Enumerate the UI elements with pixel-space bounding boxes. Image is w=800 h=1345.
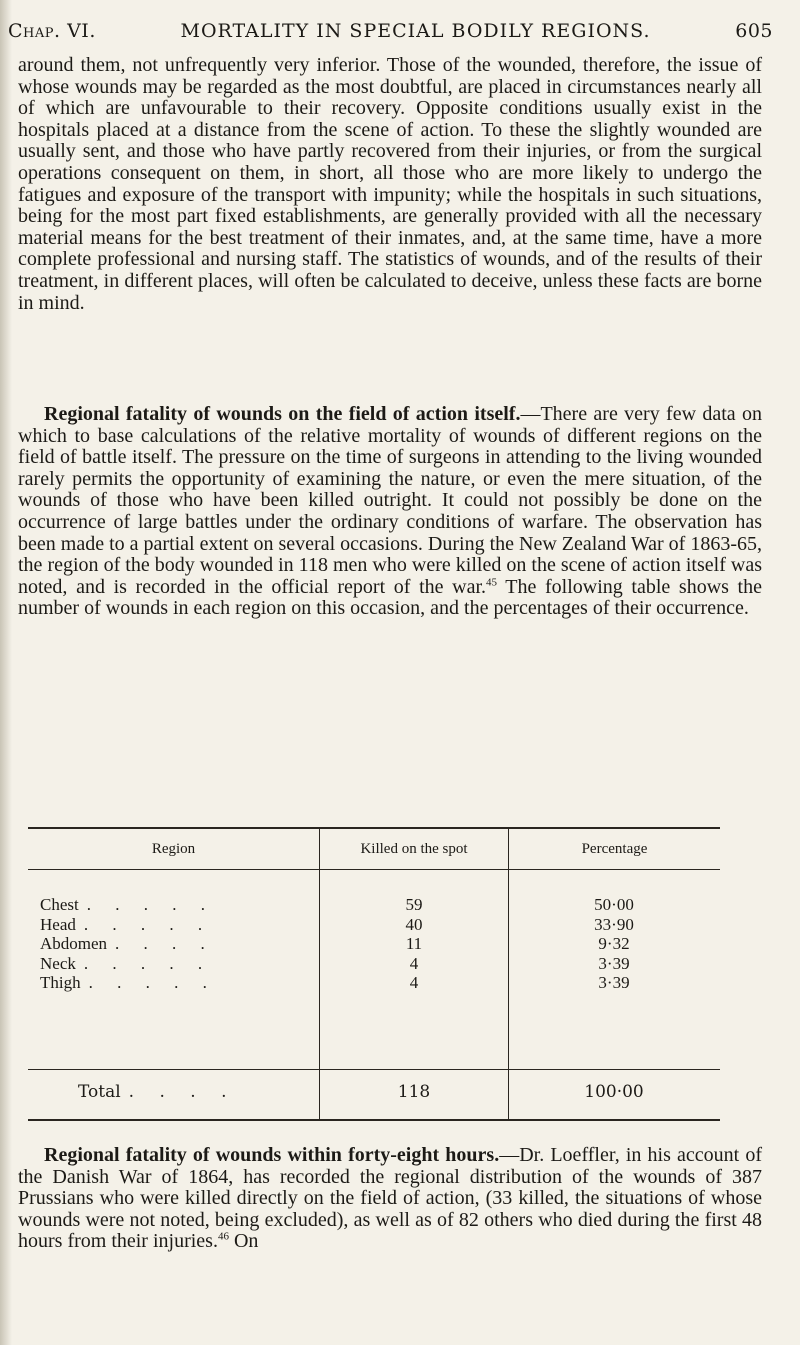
total-label-cell: Total . . . . [78, 1082, 237, 1102]
killed-cell: 4 [409, 953, 419, 973]
paragraph-48-hours-end: On [228, 1230, 259, 1253]
percentage-cell: 50·00 [594, 895, 634, 914]
region-cell: Neck [40, 953, 76, 973]
paragraph-field-fatality [18, 404, 762, 620]
table-header-percentage: Percentage [581, 841, 648, 857]
section-heading-48-hours: Regional fatality of wounds within forty-eight hours. [44, 1144, 500, 1166]
chapter-label: Chap. VI. [8, 20, 96, 42]
table-region-column [40, 895, 310, 993]
region-cell: Thigh [40, 973, 81, 992]
table-percentage-column [508, 895, 720, 993]
total-label: Total [78, 1082, 121, 1102]
paragraph-field-body-end: The following table shows the number of wounds in each region on this occasion, and the percentages of their occurrence. [18, 575, 762, 620]
table-row: Chest . . . . . [40, 895, 215, 914]
table-row: Thigh . . . . . [40, 973, 217, 992]
percentage-cell: 3·39 [598, 953, 630, 973]
table-row: Head . . . . . [40, 914, 213, 934]
section-heading-field: Regional fatality of wounds on the field of action itself. [44, 403, 521, 425]
paragraph-continuation: around them, not unfrequently very inferior. Those of the wounded, therefore, the issue of whose wounds may be regarded as the most doubtful, are placed in circumstances nearly all of which are unfavourable to their recovery. Opposite conditions usually exist in the hospitals placed at a distance from the scene of action. To these the slightly wounded are usually sent, and those who have partly recovered from their injuries, or from the surgical operations consequent on them, in short, all those who are more likely to undergo the fatigues and exposure of the transport with impunity; while the hospitals in such situations, being for the most part fixed establishments, are generally provided with all the necessary material means for the best treatment of their inmates, and, at the same time, have a more complete professional and nursing staff. The statistics of wounds, and of the results of their treatment, in different places, will often be calculated to deceive, unless these facts are borne in mind. [18, 54, 762, 314]
region-cell: Chest [40, 895, 79, 914]
table-header-killed: Killed on the spot [360, 841, 468, 857]
region-cell: Abdomen [40, 934, 108, 953]
table-header-rule [28, 869, 720, 870]
footnote-ref-46: 46 [217, 1230, 229, 1243]
paragraph-field-body: —There are very few data on which to base calculations of the relative mortality of wounds of different regions on the field of battle itself. The pressure on the time of surgeons in attending to the living wounded rarely permits the opportunity of examining the nature, or even the mere situation, of the wounds of those who have been killed outright. It could not possibly be done on the occurrence of large battles under the ordinary conditions of warfare. The observation has been made to a partial extent on several occasions. During the New Zealand War of 1863-65, the region of the body wounded in 118 men who were killed on the scene of action itself was noted, and is recorded in the official report of the war. [18, 403, 763, 598]
paragraph-48-hours [18, 1145, 762, 1253]
running-header [8, 20, 773, 50]
killed-cell: 11 [405, 934, 423, 953]
footnote-ref-45: 45 [486, 576, 498, 589]
table-total-rule [28, 1069, 720, 1070]
percentage-cell: 3·39 [598, 973, 630, 992]
total-killed-cell: 118 [397, 1082, 431, 1102]
page-gutter-shadow [0, 0, 12, 1345]
killed-cell: 4 [409, 973, 419, 992]
percentage-cell: 33·90 [594, 914, 634, 934]
running-title: MORTALITY IN SPECIAL BODILY REGIONS. [180, 20, 651, 42]
paragraph-48-hours-body: —Dr. Loeffler, in his account of the Danish War of 1864, has recorded the regional distribution of the wounds of 387 Prussians who were killed directly on the field of action, (33 killed, the situations of whose wounds were not noted, being excluded), as well as of 82 others who died during the first 48 hours from their injuries. [18, 1144, 762, 1253]
percentage-cell: 9·32 [598, 934, 630, 953]
total-percentage-cell: 100·00 [584, 1082, 644, 1102]
table-killed-column [320, 895, 508, 993]
region-cell: Head [40, 914, 76, 934]
wound-region-table [28, 827, 720, 1121]
page-number: 605 [735, 20, 773, 42]
killed-cell: 59 [405, 895, 423, 914]
killed-cell: 40 [405, 914, 423, 934]
table-header-region: Region [151, 841, 196, 857]
table-row: Abdomen . . . . [40, 934, 215, 953]
table-row: Neck . . . . . [40, 953, 213, 973]
